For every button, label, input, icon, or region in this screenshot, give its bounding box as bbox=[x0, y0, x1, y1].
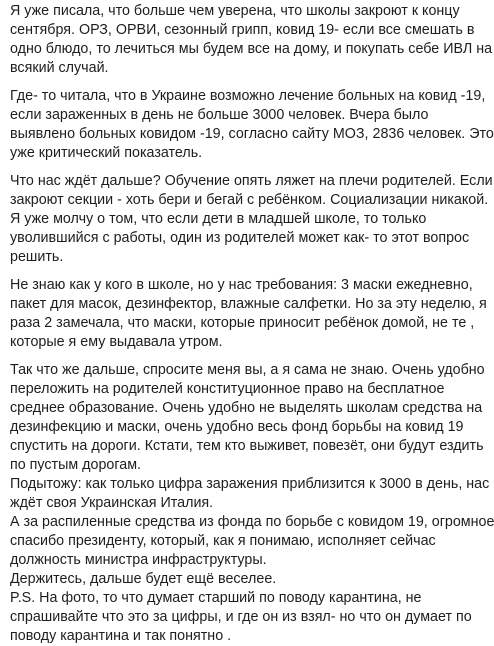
text-line: спустить на дороги. Кстати, тем кто выживет, повезёт, они будут ездить bbox=[10, 438, 484, 454]
text-line: пакет для масок, дезинфектор, влажные салфетки. Но за эту неделю, я bbox=[10, 296, 487, 312]
text-line: которые я ему выдавала утром. bbox=[10, 334, 223, 350]
text-line: Подытожу: как только цифра заражения приблизится к 3000 в день, нас bbox=[10, 476, 490, 492]
paragraph-1 bbox=[10, 2, 493, 78]
text-line: P.S. На фото, то что думает старший по поводу карантина, не bbox=[10, 590, 422, 606]
text-line: среднее образование. Очень удобно не выделять школам средства на bbox=[10, 400, 483, 416]
text-line: спрашивайте что это за цифры, и где он из взял- но что он думает по bbox=[10, 609, 472, 625]
text-line: А за распиленные средства из фонда по борьбе с ковидом 19, огромное bbox=[10, 514, 494, 530]
text-line: дезинфекцию и маски, очень удобно весь фонд борьбы на ковид 19 bbox=[10, 419, 464, 435]
text-line: всякий случай. bbox=[10, 60, 109, 76]
text-line: Я уже писала, что больше чем уверена, что школы закроют к концу bbox=[10, 3, 460, 19]
text-line: выявлено больных ковидом -19, согласно сайту МОЗ, 2836 человек. Это bbox=[10, 126, 494, 142]
paragraph-4 bbox=[10, 276, 488, 352]
paragraph-5 bbox=[10, 361, 494, 646]
text-line: переложить на родителей конституционное право на бесплатное bbox=[10, 381, 445, 397]
text-line: уволившийся с работы, один из родителей может как- то этот вопрос bbox=[10, 230, 470, 246]
text-line: одно блюдо, то лечиться мы будем все на дому, и покупать себе ИВЛ на bbox=[10, 41, 493, 57]
text-line: должность министра инфраструктуры. bbox=[10, 552, 267, 568]
text-line: Где- то читала, что в Украине возможно лечение больных на ковид -19, bbox=[10, 88, 486, 104]
text-line: сентября. ОРЗ, ОРВИ, сезонный грипп, ковид 19- если все смешать в bbox=[10, 22, 475, 38]
text-line: если зараженных в день не больше 3000 человек. Вчера было bbox=[10, 107, 429, 123]
post-text bbox=[10, 2, 494, 646]
text-line: Так что же дальше, спросите меня вы, а я сама не знаю. Очень удобно bbox=[10, 362, 485, 378]
text-line: Что нас ждёт дальше? Обучение опять ляжет на плечи родителей. Если bbox=[10, 173, 493, 189]
text-line: закроют секции - хоть бери и бегай с ребёнком. Социализации никакой. bbox=[10, 192, 489, 208]
text-line: уже критический показатель. bbox=[10, 145, 203, 161]
text-line: Не знаю как у кого в школе, но у нас требования: 3 маски ежедневно, bbox=[10, 277, 473, 293]
text-line: раза 2 замечала, что маски, которые приносит ребёнок домой, не те , bbox=[10, 315, 475, 331]
text-line: поводу карантина и так понятно . bbox=[10, 628, 232, 644]
text-line: решить. bbox=[10, 249, 64, 265]
text-line: по пустым дорогам. bbox=[10, 457, 142, 473]
paragraph-3 bbox=[10, 172, 493, 267]
text-line: Я уже молчу о том, что если дети в младшей школе, то только bbox=[10, 211, 427, 227]
text-line: спасибо президенту, который, как я понимаю, исполняет сейчас bbox=[10, 533, 436, 549]
paragraph-2 bbox=[10, 87, 494, 163]
text-line: Держитесь, дальше будет ещё веселее. bbox=[10, 571, 277, 587]
text-line: ждёт своя Украинская Италия. bbox=[10, 495, 214, 511]
